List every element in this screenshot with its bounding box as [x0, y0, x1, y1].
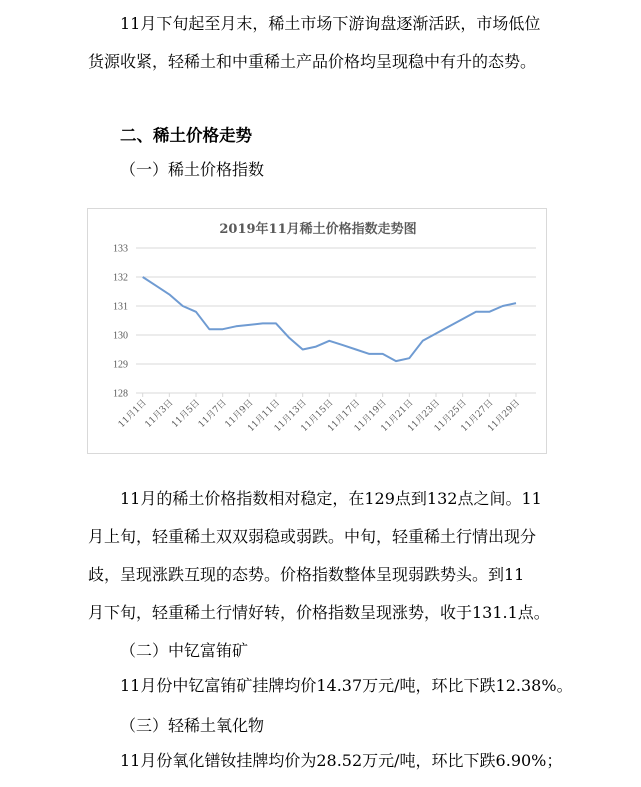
subsection-title-price-index: （一）稀土价格指数	[120, 160, 265, 179]
chart-title: 2019年11月稀土价格指数走势图	[219, 222, 417, 237]
x-tick-label: 11月11日	[246, 398, 283, 435]
x-tick-label: 11月3日	[143, 398, 176, 431]
x-tick-label: 11月15日	[299, 398, 336, 435]
analysis-line-1: 11月的稀土价格指数相对稳定，在129点到132点之间。11	[120, 489, 542, 508]
chart-series-line	[143, 277, 516, 361]
chart-gridlines	[136, 248, 536, 393]
analysis-line-3: 歧，呈现涨跌互现的态势。价格指数整体呈现弱跌势头。到11	[88, 565, 525, 584]
subsection-title-ore: （二）中钇富铕矿	[120, 641, 249, 660]
x-tick-label: 11月1日	[116, 398, 149, 431]
x-tick-label: 11月19日	[352, 398, 389, 435]
analysis-line-2: 月上旬，轻重稀土双双弱稳或弱跌。中旬，轻重稀土行情出现分	[88, 527, 537, 546]
x-tick-label: 11月27日	[459, 398, 496, 435]
y-tick-label: 133	[113, 243, 128, 255]
y-tick-label: 131	[113, 301, 128, 313]
intro-line-2: 货源收紧，轻稀土和中重稀土产品价格均呈现稳中有升的态势。	[88, 52, 537, 71]
chart-canvas	[88, 209, 548, 455]
chart-y-axis	[113, 244, 128, 400]
x-tick-label: 11月13日	[272, 398, 309, 435]
y-tick-label: 128	[113, 388, 128, 400]
x-tick-label: 11月25日	[432, 398, 469, 435]
chart-x-axis	[116, 393, 522, 434]
y-tick-label: 130	[113, 330, 128, 342]
x-tick-label: 11月5日	[170, 398, 203, 431]
section-title: 二、稀土价格走势	[120, 126, 252, 145]
x-tick-label: 11月7日	[196, 398, 229, 431]
x-tick-label: 11月29日	[486, 398, 523, 435]
intro-line-1: 11月下旬起至月末，稀土市场下游询盘逐渐活跃，市场低位	[120, 14, 541, 33]
x-tick-label: 11月17日	[326, 398, 363, 435]
price-index-chart	[87, 208, 547, 454]
ore-price-text: 11月份中钇富铕矿挂牌均价14.37万元/吨，环比下跌12.38%。	[120, 676, 573, 695]
subsection-title-light-oxide: （三）轻稀土氧化物	[120, 716, 265, 735]
x-tick-label: 11月21日	[379, 398, 416, 435]
x-tick-label: 11月23日	[406, 398, 443, 435]
y-tick-label: 129	[113, 359, 128, 371]
x-tick-label: 11月9日	[223, 398, 256, 431]
analysis-line-4: 月下旬，轻重稀土行情好转，价格指数呈现涨势，收于131.1点。	[88, 603, 550, 622]
y-tick-label: 132	[113, 272, 128, 284]
oxide-price-text: 11月份氧化镨钕挂牌均价为28.52万元/吨，环比下跌6.90%；	[120, 751, 563, 770]
